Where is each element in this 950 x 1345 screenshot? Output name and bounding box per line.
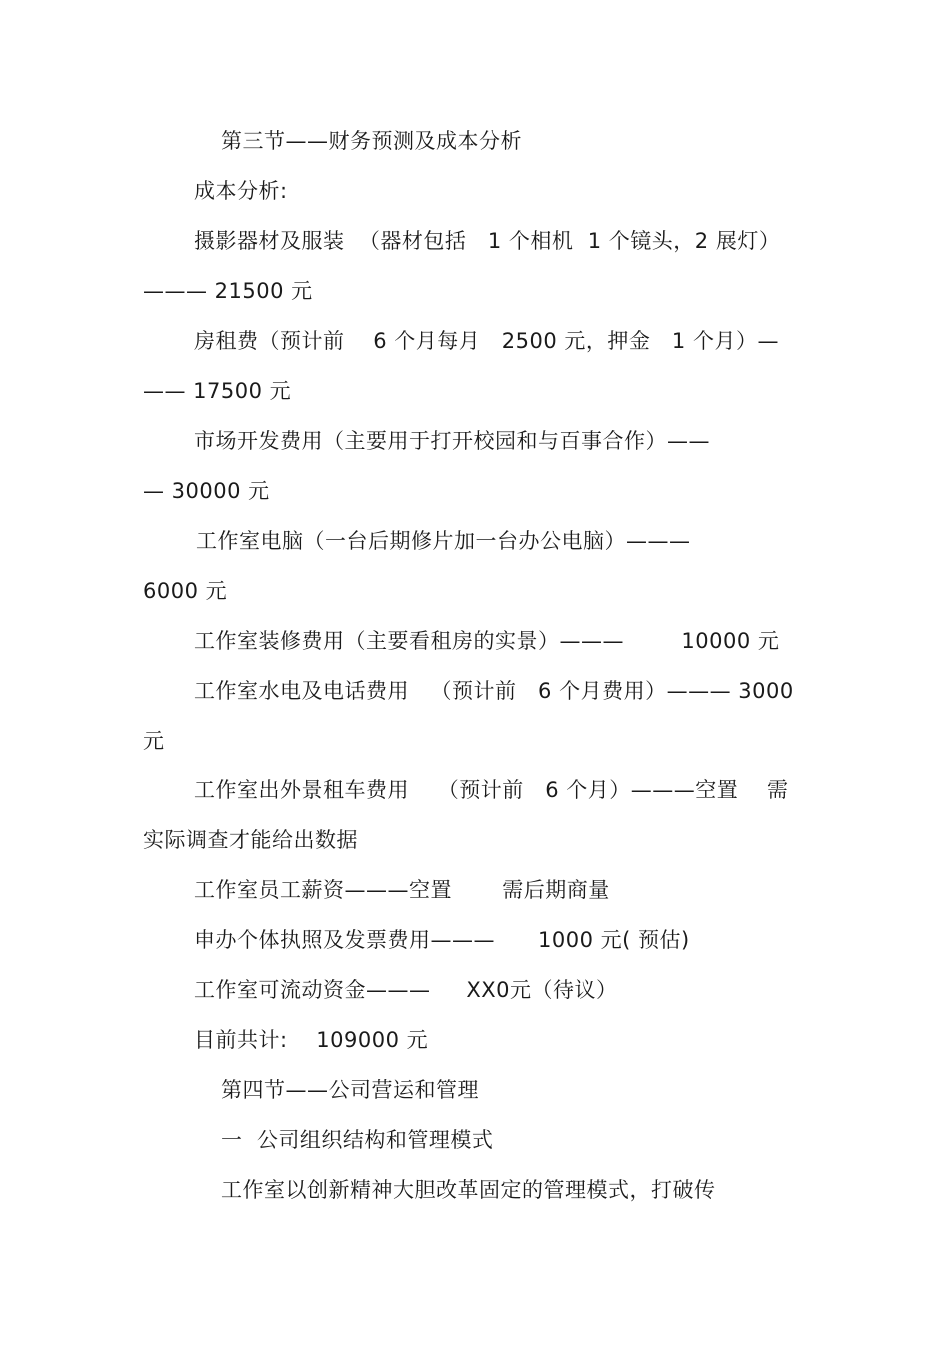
paragraph-line: 工作室装修费用（主要看租房的实景）——— 10000 元 bbox=[194, 629, 780, 653]
paragraph-line: 房租费（预计前 6 个月每月 2500 元，押金 1 个月）— bbox=[194, 329, 779, 353]
section-heading: 第四节——公司营运和管理 bbox=[221, 1078, 479, 1102]
paragraph-line: 实际调查才能给出数据 bbox=[143, 828, 358, 852]
paragraph-line: 市场开发费用（主要用于打开校园和与百事合作）—— bbox=[194, 429, 710, 453]
paragraph-line: 申办个体执照及发票费用——— 1000 元( 预估) bbox=[194, 928, 690, 952]
section-heading: 第三节——财务预测及成本分析 bbox=[221, 129, 522, 153]
paragraph-line: 元 bbox=[143, 729, 165, 753]
paragraph-line: ——— 21500 元 bbox=[143, 279, 313, 303]
paragraph-line: 摄影器材及服装 （器材包括 1 个相机 1 个镜头，2 展灯） bbox=[194, 229, 781, 253]
paragraph-line: 工作室水电及电话费用 （预计前 6 个月费用）——— 3000 bbox=[194, 679, 794, 703]
paragraph-line: —— 17500 元 bbox=[143, 379, 292, 403]
paragraph-line: 工作室员工薪资———空置 需后期商量 bbox=[194, 878, 610, 902]
paragraph-line: 工作室电脑（一台后期修片加一台办公电脑）——— bbox=[196, 529, 691, 553]
subheading: 一 公司组织结构和管理模式 bbox=[221, 1128, 494, 1152]
paragraph-line: 工作室可流动资金——— XX0元（待议） bbox=[194, 978, 618, 1002]
paragraph-line: 6000 元 bbox=[143, 579, 228, 603]
paragraph-line: 工作室出外景租车费用 （预计前 6 个月）———空置 需 bbox=[194, 778, 789, 802]
subheading-cost-analysis: 成本分析: bbox=[194, 179, 288, 203]
total-line: 目前共计: 109000 元 bbox=[194, 1028, 429, 1052]
paragraph-line: — 30000 元 bbox=[143, 479, 270, 503]
paragraph-line: 工作室以创新精神大胆改革固定的管理模式，打破传 bbox=[221, 1178, 716, 1202]
